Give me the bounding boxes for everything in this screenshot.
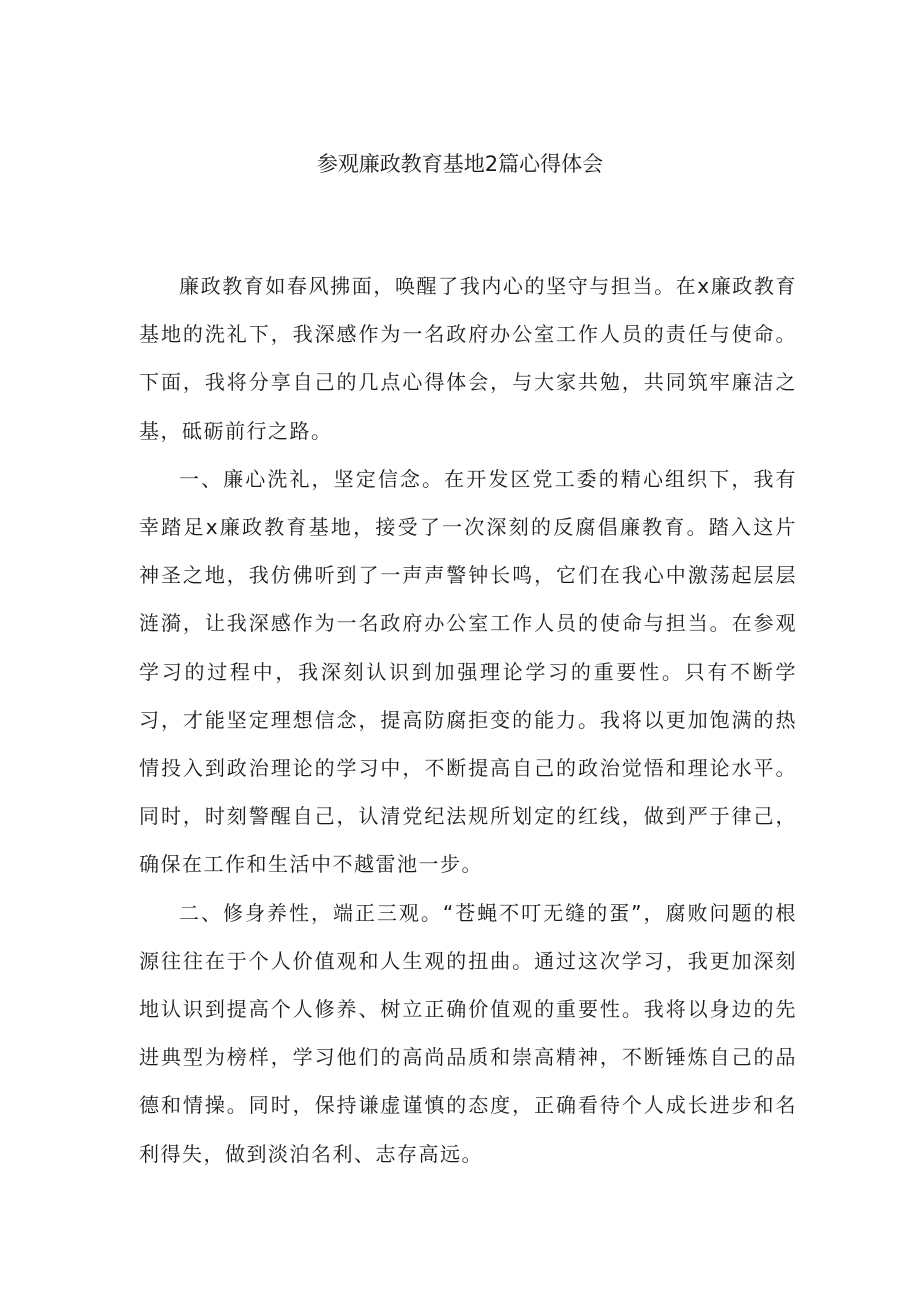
document-body xyxy=(139,262,797,1178)
document-title: 参观廉政教育基地2篇心得体会 xyxy=(316,152,604,176)
paragraph-intro: 廉政教育如春风拂面，唤醒了我内心的坚守与担当。在x廉政教育基地的洗礼下，我深感作为一名政府办公室工作人员的责任与使命。下面，我将分享自己的几点心得体会，与大家共勉，共同筑牢廉洁之基，砥砺前行之路。 xyxy=(139,274,797,443)
paragraph-section-one: 一、廉心洗礼，坚定信念。在开发区党工委的精心组织下，我有幸踏足x廉政教育基地，接受了一次深刻的反腐倡廉教育。踏入这片神圣之地，我仿佛听到了一声声警钟长鸣，它们在我心中激荡起层层涟漪，让我深感作为一名政府办公室工作人员的使命与担当。在参观学习的过程中，我深刻认识到加强理论学习的重要性。只有不断学习，才能坚定理想信念，提高防腐拒变的能力。我将以更加饱满的热情投入到政治理论的学习中，不断提高自己的政治觉悟和理论水平。同时，时刻警醒自己，认清党纪法规所划定的红线，做到严于律己，确保在工作和生活中不越雷池一步。 xyxy=(139,466,797,877)
paragraph-section-two: 二、修身养性，端正三观。“苍蝇不叮无缝的蛋”，腐败问题的根源往往在于个人价值观和人生观的扭曲。通过这次学习，我更加深刻地认识到提高个人修养、树立正确价值观的重要性。我将以身边的先进典型为榜样，学习他们的高尚品质和崇高精神，不断锤炼自己的品德和情操。同时，保持谦虚谨慎的态度，正确看待个人成长进步和名利得失，做到淡泊名利、志存高远。 xyxy=(139,900,797,1166)
